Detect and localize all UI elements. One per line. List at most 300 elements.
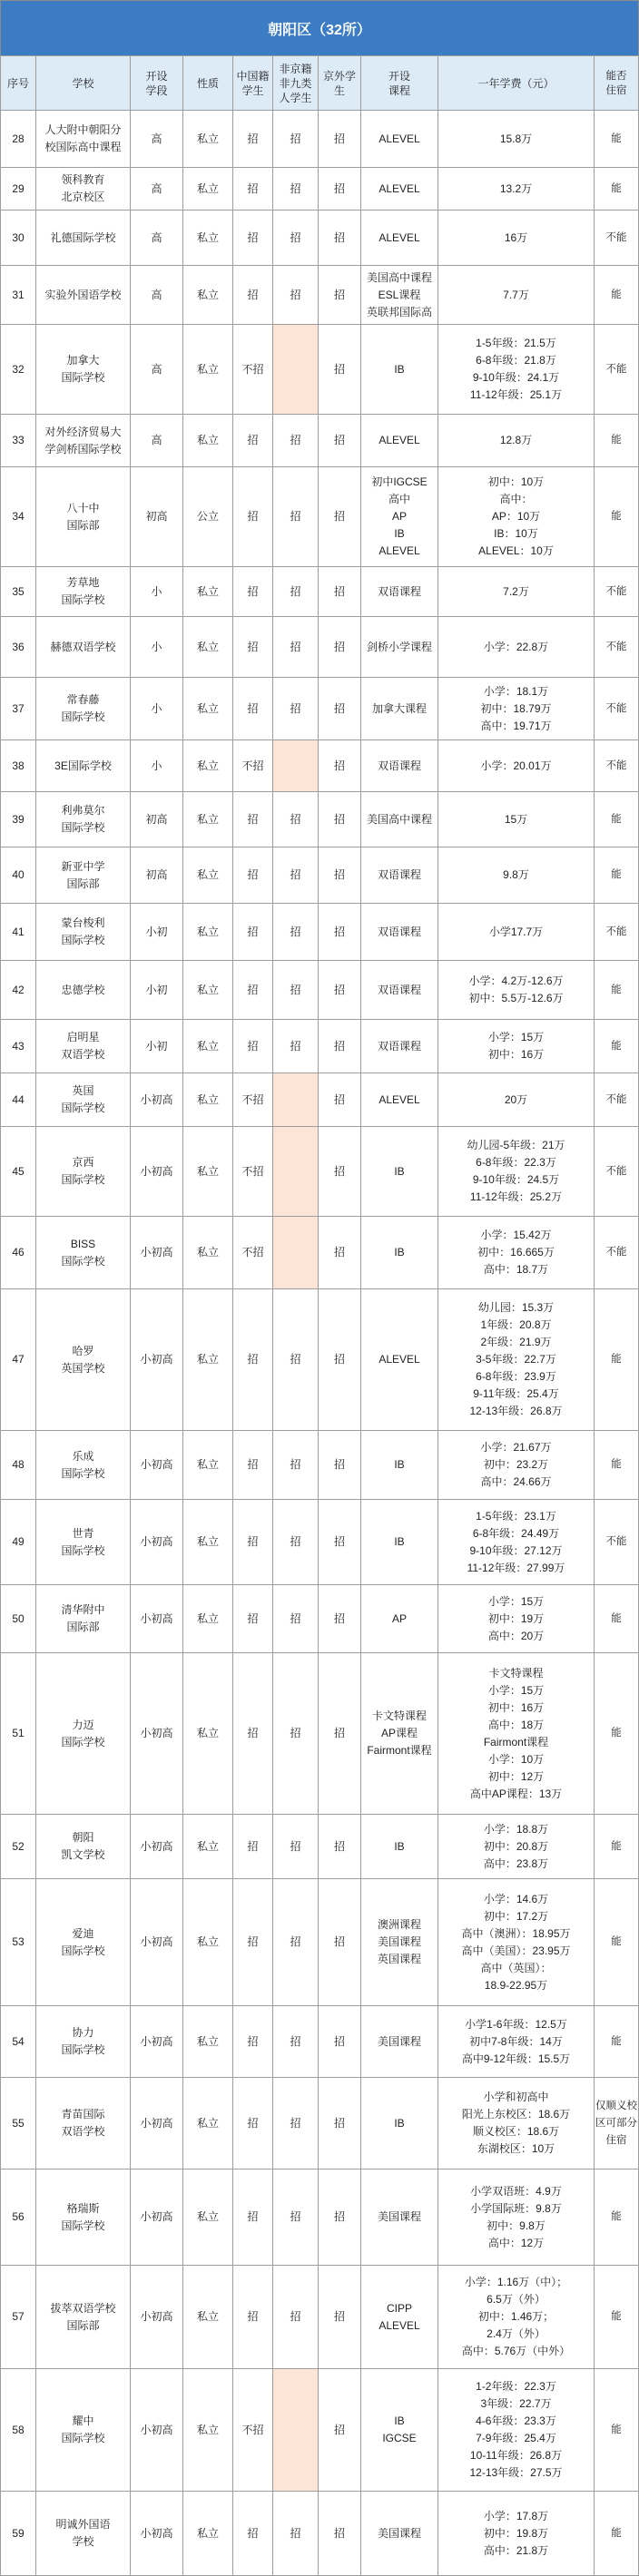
tuition-line: 小学：18.8万 — [483, 1822, 549, 1836]
outside-text: 招 — [333, 1246, 345, 1259]
nonbj-cell — [273, 1585, 319, 1653]
type-cell — [183, 2369, 233, 2492]
stage-text: 初高 — [145, 510, 168, 523]
chinese-text: 招 — [247, 640, 259, 653]
table-header-row — [0, 55, 639, 111]
stage-cell — [131, 1879, 183, 2006]
nonbj-cell — [273, 266, 319, 325]
chinese-text: 不招 — [241, 1164, 264, 1178]
chinese-cell — [233, 678, 273, 740]
tuition-line: 小学：20.01万 — [480, 759, 552, 772]
boarding-text: 能 — [611, 2035, 622, 2047]
boarding-cell — [595, 792, 639, 847]
tuition-line: 初中：20.8万 — [483, 1839, 549, 1853]
school-line: 国际部 — [66, 1621, 100, 1633]
school-cell — [36, 678, 131, 740]
type-cell — [183, 2078, 233, 2170]
table-row — [0, 1815, 639, 1879]
type-text: 私立 — [196, 1164, 219, 1178]
type-text: 私立 — [196, 640, 219, 653]
courses-line: 剑桥小学课程 — [366, 640, 432, 653]
no-line: 序号 — [6, 76, 29, 90]
boarding-text: 不能 — [605, 1247, 627, 1258]
tuition-cell — [438, 1217, 595, 1289]
school-line: 启明星 — [66, 1031, 100, 1043]
courses-cell — [361, 567, 438, 617]
type-cell — [183, 678, 233, 740]
no-text: 55 — [12, 2116, 25, 2130]
courses-line: IB — [394, 1839, 405, 1853]
school-line: 爱迪 — [72, 1926, 94, 1940]
nonbj-cell — [273, 678, 319, 740]
tuition-line: 6-8年级：24.49万 — [472, 1526, 560, 1540]
outside-cell — [319, 168, 361, 211]
tuition-cell — [438, 1815, 595, 1879]
chinese-cell — [233, 325, 273, 415]
type-cell — [183, 1653, 233, 1815]
outside-cell — [319, 567, 361, 617]
courses-cell — [361, 1653, 438, 1815]
tuition-line: ALEVEL：10万 — [478, 544, 554, 557]
type-cell — [183, 1879, 233, 2006]
school-cell — [36, 55, 131, 111]
tuition-line: 高中（澳洲）：18.95万 — [461, 1926, 571, 1940]
tuition-line: 高中：24.66万 — [480, 1475, 552, 1488]
school-cell — [36, 617, 131, 678]
type-cell — [183, 1127, 233, 1217]
boarding-cell — [595, 1500, 639, 1585]
no-cell — [0, 1653, 36, 1815]
stage-text: 小初高 — [140, 2310, 173, 2323]
tuition-cell — [438, 567, 595, 617]
nonbj-text: 招 — [290, 1535, 301, 1548]
courses-line: 双语课程 — [377, 584, 421, 598]
tuition-line: 高中（英国）： — [480, 1961, 552, 1974]
outside-cell — [319, 111, 361, 168]
boarding-text: 不能 — [605, 231, 627, 243]
school-line: 耀中 — [72, 2414, 94, 2427]
stage-text: 小初高 — [140, 2116, 173, 2130]
stage-text: 小初高 — [140, 2034, 173, 2048]
table-row — [0, 678, 639, 740]
courses-cell — [361, 211, 438, 266]
school-cell — [36, 740, 131, 792]
chinese-text: 招 — [247, 1039, 259, 1053]
nonbj-text: 招 — [290, 640, 301, 653]
tuition-line: 12-13年级：27.5万 — [469, 2466, 563, 2479]
boarding-text: 能 — [611, 132, 622, 144]
tuition-line: 小学：15万 — [487, 1683, 545, 1697]
boarding-text: 不能 — [605, 1093, 627, 1105]
stage-text: 初高 — [145, 812, 168, 826]
no-cell — [0, 1815, 36, 1879]
boarding-line: 能否 — [605, 70, 627, 82]
tuition-line: 高中：18万 — [487, 1718, 545, 1731]
chinese-cell — [233, 904, 273, 961]
courses-cell — [361, 1073, 438, 1127]
courses-line: IB — [394, 527, 405, 540]
chinese-cell — [233, 1020, 273, 1073]
outside-text: 招 — [333, 925, 345, 938]
chinese-cell — [233, 1815, 273, 1879]
tuition-cell — [438, 2266, 595, 2369]
school-cell — [36, 2369, 131, 2492]
courses-cell — [361, 266, 438, 325]
no-text: 37 — [12, 701, 25, 715]
courses-line: IB — [394, 362, 405, 376]
outside-cell — [319, 904, 361, 961]
tuition-cell — [438, 961, 595, 1020]
no-cell — [0, 2266, 36, 2369]
school-cell — [36, 325, 131, 415]
nonbj-text: 招 — [290, 2526, 301, 2540]
nonbj-line: 非京籍 — [279, 62, 312, 75]
boarding-cell — [595, 678, 639, 740]
tuition-line: 6.5万（外） — [487, 2293, 546, 2306]
school-cell — [36, 2006, 131, 2078]
stage-cell — [131, 904, 183, 961]
boarding-text: 能 — [611, 1612, 622, 1624]
stage-cell — [131, 2170, 183, 2266]
tuition-line: 16万 — [504, 230, 528, 244]
outside-text: 招 — [333, 230, 345, 244]
nonbj-text: 招 — [290, 1727, 301, 1739]
nonbj-text: 招 — [290, 2116, 301, 2130]
type-cell — [183, 211, 233, 266]
courses-cell — [361, 740, 438, 792]
chinese-cell — [233, 2078, 273, 2170]
tuition-line: 小学：18.1万 — [483, 684, 549, 698]
outside-cell — [319, 847, 361, 904]
stage-cell — [131, 467, 183, 567]
chinese-cell — [233, 1217, 273, 1289]
outside-text: 招 — [333, 2526, 345, 2540]
nonbj-text: 招 — [290, 868, 301, 881]
table-row — [0, 325, 639, 415]
tuition-line: 初中：1.46万； — [477, 2310, 555, 2323]
outside-cell — [319, 961, 361, 1020]
no-text: 50 — [12, 1611, 25, 1625]
outside-cell — [319, 55, 361, 111]
tuition-line: 东湖校区：10万 — [477, 2142, 555, 2155]
boarding-cell — [595, 961, 639, 1020]
table-row — [0, 2369, 639, 2492]
school-line: 国际部 — [66, 877, 100, 890]
tuition-line: 顺义校区：18.6万 — [472, 2125, 560, 2138]
chinese-text: 招 — [247, 1839, 259, 1853]
table-row — [0, 1020, 639, 1073]
outside-text: 招 — [333, 510, 345, 523]
nonbj-text: 招 — [290, 701, 301, 715]
table-row — [0, 1653, 639, 1815]
boarding-cell — [595, 740, 639, 792]
outside-text: 招 — [333, 1353, 345, 1366]
chinese-text: 招 — [247, 434, 259, 446]
chinese-text: 招 — [247, 584, 259, 598]
tuition-line: 1-2年级：22.3万 — [476, 2380, 556, 2393]
school-line: 国际部 — [66, 2318, 100, 2332]
courses-cell — [361, 168, 438, 211]
type-cell — [183, 266, 233, 325]
boarding-cell — [595, 1585, 639, 1653]
courses-line: IB — [394, 1535, 405, 1548]
outside-text: 招 — [333, 983, 345, 996]
nonbj-cell — [273, 740, 319, 792]
courses-line: ALEVEL — [378, 544, 420, 557]
outside-cell — [319, 1500, 361, 1585]
type-cell — [183, 467, 233, 567]
type-cell — [183, 1431, 233, 1500]
school-cell — [36, 1585, 131, 1653]
tuition-line: 9-10年级：27.12万 — [469, 1543, 563, 1557]
tuition-line: 11-12年级：25.1万 — [469, 388, 563, 401]
outside-cell — [319, 2006, 361, 2078]
table-row — [0, 1127, 639, 1217]
no-cell — [0, 1879, 36, 2006]
tuition-line: 9-10年级：24.1万 — [472, 371, 560, 384]
type-text: 私立 — [196, 1039, 219, 1053]
outside-cell — [319, 1879, 361, 2006]
boarding-cell — [595, 211, 639, 266]
nonbj-text: 招 — [290, 1353, 301, 1366]
nonbj-text: 招 — [290, 925, 301, 938]
type-text: 私立 — [196, 230, 219, 244]
tuition-line: 12-13年级：26.8万 — [469, 1405, 563, 1417]
stage-text: 高 — [151, 230, 162, 244]
no-cell — [0, 111, 36, 168]
courses-line: ALEVEL — [378, 230, 420, 244]
stage-text: 小 — [151, 701, 162, 715]
outside-cell — [319, 2492, 361, 2576]
boarding-cell — [595, 567, 639, 617]
chinese-cell — [233, 740, 273, 792]
nonbj-cell — [273, 1217, 319, 1289]
tuition-cell — [438, 1585, 595, 1653]
nonbj-cell — [273, 961, 319, 1020]
table-row — [0, 2492, 639, 2576]
stage-cell — [131, 2006, 183, 2078]
boarding-text: 能 — [611, 2424, 622, 2435]
outside-text: 招 — [333, 1039, 345, 1053]
tuition-cell — [438, 1431, 595, 1500]
nonbj-cell — [273, 1815, 319, 1879]
no-text: 42 — [12, 983, 25, 996]
tuition-line: 初中：5.5万-12.6万 — [468, 992, 564, 1004]
courses-cell — [361, 1879, 438, 2006]
school-line: 礼德国际学校 — [50, 230, 116, 244]
outside-cell — [319, 2078, 361, 2170]
school-line: 新亚中学 — [61, 859, 105, 873]
school-cell — [36, 567, 131, 617]
chinese-text: 招 — [247, 2210, 259, 2223]
courses-cell — [361, 2078, 438, 2170]
boarding-text: 能 — [611, 435, 622, 446]
chinese-text: 不招 — [241, 759, 264, 772]
type-text: 私立 — [196, 2116, 219, 2130]
tuition-line: 2年级：21.9万 — [480, 1336, 552, 1348]
courses-cell — [361, 467, 438, 567]
chinese-text: 不招 — [241, 1092, 264, 1106]
no-cell — [0, 467, 36, 567]
courses-line: 高中 — [388, 493, 410, 505]
stage-text: 高 — [151, 362, 162, 376]
tuition-line: 小学：4.2万-12.6万 — [468, 975, 564, 987]
stage-text: 小初高 — [140, 1353, 173, 1366]
no-cell — [0, 1585, 36, 1653]
tuition-line: 高中： — [499, 493, 533, 505]
school-line: 忠德学校 — [61, 983, 105, 996]
table-row — [0, 1217, 639, 1289]
no-cell — [0, 740, 36, 792]
tuition-line: 3-5年级：22.7万 — [476, 1353, 556, 1366]
table-row — [0, 1289, 639, 1431]
no-cell — [0, 1073, 36, 1127]
type-text: 私立 — [196, 925, 219, 938]
school-line: 国际学校 — [61, 1254, 105, 1268]
stage-text: 小初高 — [140, 1246, 173, 1259]
stage-cell — [131, 415, 183, 467]
tuition-line: 初中：16.665万 — [477, 1246, 555, 1259]
stage-cell — [131, 1431, 183, 1500]
chinese-line: 中国籍 — [236, 69, 270, 83]
school-line: 国际学校 — [61, 1543, 105, 1557]
boarding-text: 不能 — [605, 759, 627, 771]
courses-line: 英联邦国际高 — [366, 305, 432, 318]
outside-text: 招 — [333, 362, 345, 376]
tuition-line: 初中：19万 — [487, 1611, 545, 1625]
tuition-line: 7.7万 — [503, 288, 529, 301]
outside-line: 京外学 — [322, 69, 356, 83]
tuition-line: 1-5年级：23.1万 — [476, 1509, 556, 1523]
chinese-text: 招 — [247, 701, 259, 715]
type-text: 私立 — [196, 1246, 219, 1259]
tuition-cell — [438, 847, 595, 904]
stage-text: 小初高 — [140, 1535, 173, 1548]
boarding-text: 不能 — [605, 926, 627, 937]
tuition-line: 小学：22.8万 — [483, 640, 549, 653]
courses-cell — [361, 55, 438, 111]
chinese-cell — [233, 961, 273, 1020]
type-text: 私立 — [196, 2423, 219, 2436]
outside-cell — [319, 415, 361, 467]
stage-text: 小初高 — [140, 1839, 173, 1853]
chinese-text: 招 — [247, 2116, 259, 2130]
stage-cell — [131, 1127, 183, 1217]
tuition-line: 高中：21.8万 — [483, 2543, 549, 2557]
no-text: 51 — [12, 1727, 25, 1739]
school-cell — [36, 2266, 131, 2369]
outside-line: 生 — [333, 83, 345, 97]
chinese-cell — [233, 415, 273, 467]
table-row — [0, 1500, 639, 1585]
no-text: 35 — [12, 584, 25, 598]
tuition-line: 一年学费（元） — [477, 76, 555, 90]
school-line: 国际学校 — [61, 371, 105, 384]
outside-cell — [319, 1431, 361, 1500]
outside-cell — [319, 211, 361, 266]
tuition-cell — [438, 792, 595, 847]
table-row — [0, 617, 639, 678]
tuition-line: 高中9-12年级：15.5万 — [461, 2052, 571, 2065]
chinese-cell — [233, 1431, 273, 1500]
stage-cell — [131, 2078, 183, 2170]
school-cell — [36, 847, 131, 904]
tuition-cell — [438, 1127, 595, 1217]
stage-cell — [131, 678, 183, 740]
type-text: 私立 — [196, 1092, 219, 1106]
school-line: 对外经济贸易大 — [44, 425, 122, 438]
stage-text: 小初高 — [140, 2210, 173, 2223]
chinese-line: 学生 — [241, 83, 264, 97]
boarding-text: 仅顺义校区可部分住宿 — [595, 2100, 637, 2146]
boarding-cell — [595, 2078, 639, 2170]
nonbj-text: 招 — [290, 230, 301, 244]
no-cell — [0, 2078, 36, 2170]
type-text: 私立 — [196, 181, 219, 195]
no-text: 28 — [12, 132, 25, 145]
school-line: 英国学校 — [61, 1361, 105, 1375]
stage-cell — [131, 1500, 183, 1585]
tuition-cell — [438, 211, 595, 266]
tuition-line: 小学：15万 — [487, 1031, 545, 1043]
table-row — [0, 1585, 639, 1653]
school-line: 京西 — [72, 1156, 94, 1169]
school-line: 芳草地 — [66, 576, 100, 589]
no-cell — [0, 2006, 36, 2078]
courses-line: 初中IGCSE — [371, 475, 428, 488]
boarding-text: 能 — [611, 182, 622, 194]
nonbj-text: 招 — [290, 1039, 301, 1053]
courses-line: IB — [394, 2116, 405, 2130]
boarding-cell — [595, 266, 639, 325]
no-text: 58 — [12, 2423, 25, 2436]
stage-text: 小初高 — [140, 2526, 173, 2540]
tuition-line: 9.8万 — [503, 868, 529, 881]
school-line: 双语学校 — [61, 1048, 105, 1061]
courses-line: 双语课程 — [377, 925, 421, 938]
outside-cell — [319, 1127, 361, 1217]
courses-line: CIPP — [386, 2301, 412, 2315]
boarding-cell — [595, 904, 639, 961]
stage-cell — [131, 1815, 183, 1879]
tuition-line: 7-9年级：25.4万 — [476, 2432, 556, 2444]
chinese-cell — [233, 2170, 273, 2266]
nonbj-cell — [273, 1073, 319, 1127]
outside-text: 招 — [333, 2310, 345, 2323]
chinese-cell — [233, 617, 273, 678]
stage-cell — [131, 55, 183, 111]
tuition-cell — [438, 2078, 595, 2170]
outside-text: 招 — [333, 2423, 345, 2436]
outside-cell — [319, 467, 361, 567]
table-row — [0, 467, 639, 567]
school-cell — [36, 1431, 131, 1500]
outside-text: 招 — [333, 1458, 345, 1471]
courses-cell — [361, 1020, 438, 1073]
stage-cell — [131, 2369, 183, 2492]
boarding-cell — [595, 2266, 639, 2369]
nonbj-text: 招 — [290, 983, 301, 996]
outside-text: 招 — [333, 288, 345, 301]
school-line: 乐成 — [72, 1449, 94, 1463]
table-row — [0, 2170, 639, 2266]
school-line: BISS — [70, 1237, 96, 1250]
tuition-cell — [438, 1879, 595, 2006]
boarding-text: 不能 — [605, 585, 627, 597]
no-cell — [0, 1217, 36, 1289]
type-cell — [183, 168, 233, 211]
no-cell — [0, 2369, 36, 2492]
